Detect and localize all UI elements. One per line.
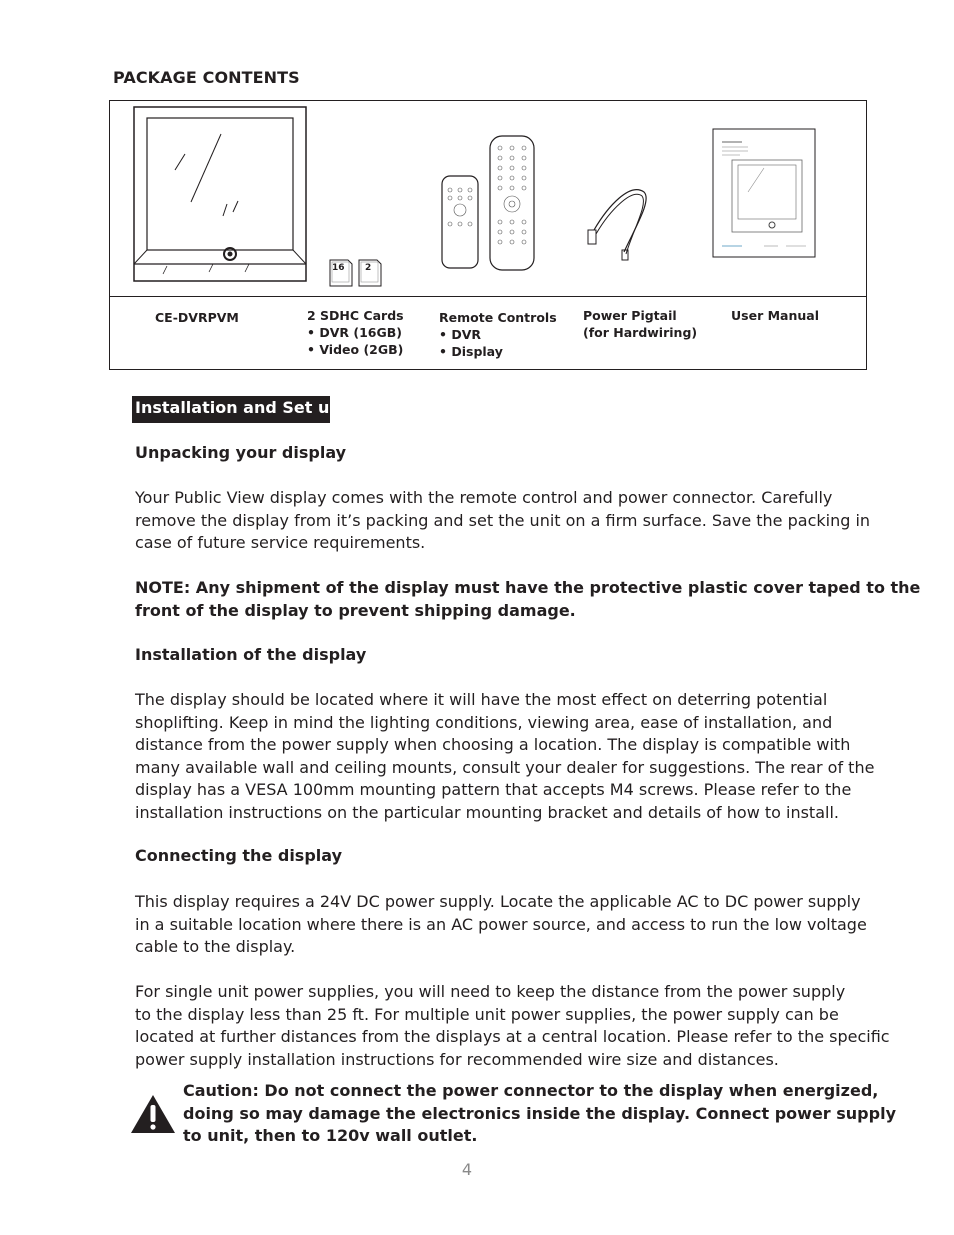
package-item-sd-cards: 2 SDHC Cards • DVR (16GB) • Video (2GB): [307, 308, 404, 357]
unpacking-heading: Unpacking your display: [135, 443, 347, 462]
shipping-note: NOTE: Any shipment of the display must have the protective plastic cover taped to the front of the display to prevent shipping damage.: [135, 578, 921, 620]
user-manual-icon: [712, 128, 816, 258]
connecting-heading: Connecting the display: [135, 846, 342, 865]
section-title: Installation and Set up: [135, 398, 341, 417]
connecting-paragraph-1: This display requires a 24V DC power supply. Locate the applicable AC to DC power supply in a suitable location where there is an AC power source, and access to run the low voltage cable to the display.: [135, 892, 867, 956]
package-table-divider: [110, 296, 867, 297]
monitor-illustration: [133, 106, 309, 286]
page-number: 4: [461, 1160, 473, 1179]
installation-heading: Installation of the display: [135, 645, 367, 664]
package-item-monitor: CE-DVRPVM: [155, 310, 239, 325]
warning-triangle-icon: [129, 1093, 177, 1135]
installation-paragraph: The display should be located where it will have the most effect on deterring potential shoplifting. Keep in mind the lighting conditions, viewing area, ease of installation, and distance from the power supply when choosing a location. The display is compatible with many available wall and ceiling mounts, consult your dealer for suggestions. The rear of the display has a VESA 100mm mounting pattern that accepts M4 screws. Please refer to the installation instructions on the particular mounting bracket and details of how to install.: [135, 690, 875, 822]
package-item-remotes: Remote Controls • DVR • Display: [439, 310, 557, 359]
sd-card-16-label: 16: [332, 263, 345, 273]
remote-control-icon: [438, 134, 538, 274]
package-item-user-manual: User Manual: [731, 308, 819, 323]
sd-card-2-label: 2: [365, 263, 372, 273]
caution-text: Caution: Do not connect the power connector to the display when energized, doing so may damage the electronics inside the display. Connect power supply to unit, then to 120v wall outlet.: [183, 1081, 896, 1145]
unpacking-paragraph: Your Public View display comes with the remote control and power connector. Carefully remove the display from it’s packing and set the unit on a firm surface. Save the packing in case of future service requirements.: [135, 488, 871, 552]
power-pigtail-icon: [586, 186, 656, 262]
package-item-power-pigtail: Power Pigtail (for Hardwiring): [583, 308, 698, 340]
connecting-paragraph-2: For single unit power supplies, you will need to keep the distance from the power supply to the display less than 25 ft. For multiple unit power supplies, the power supply can be located at further distances from the displays at a central location. Please refer to the specific power supply installation instructions for recommended wire size and distances.: [135, 982, 890, 1069]
package-contents-heading: PACKAGE CONTENTS: [113, 68, 300, 87]
